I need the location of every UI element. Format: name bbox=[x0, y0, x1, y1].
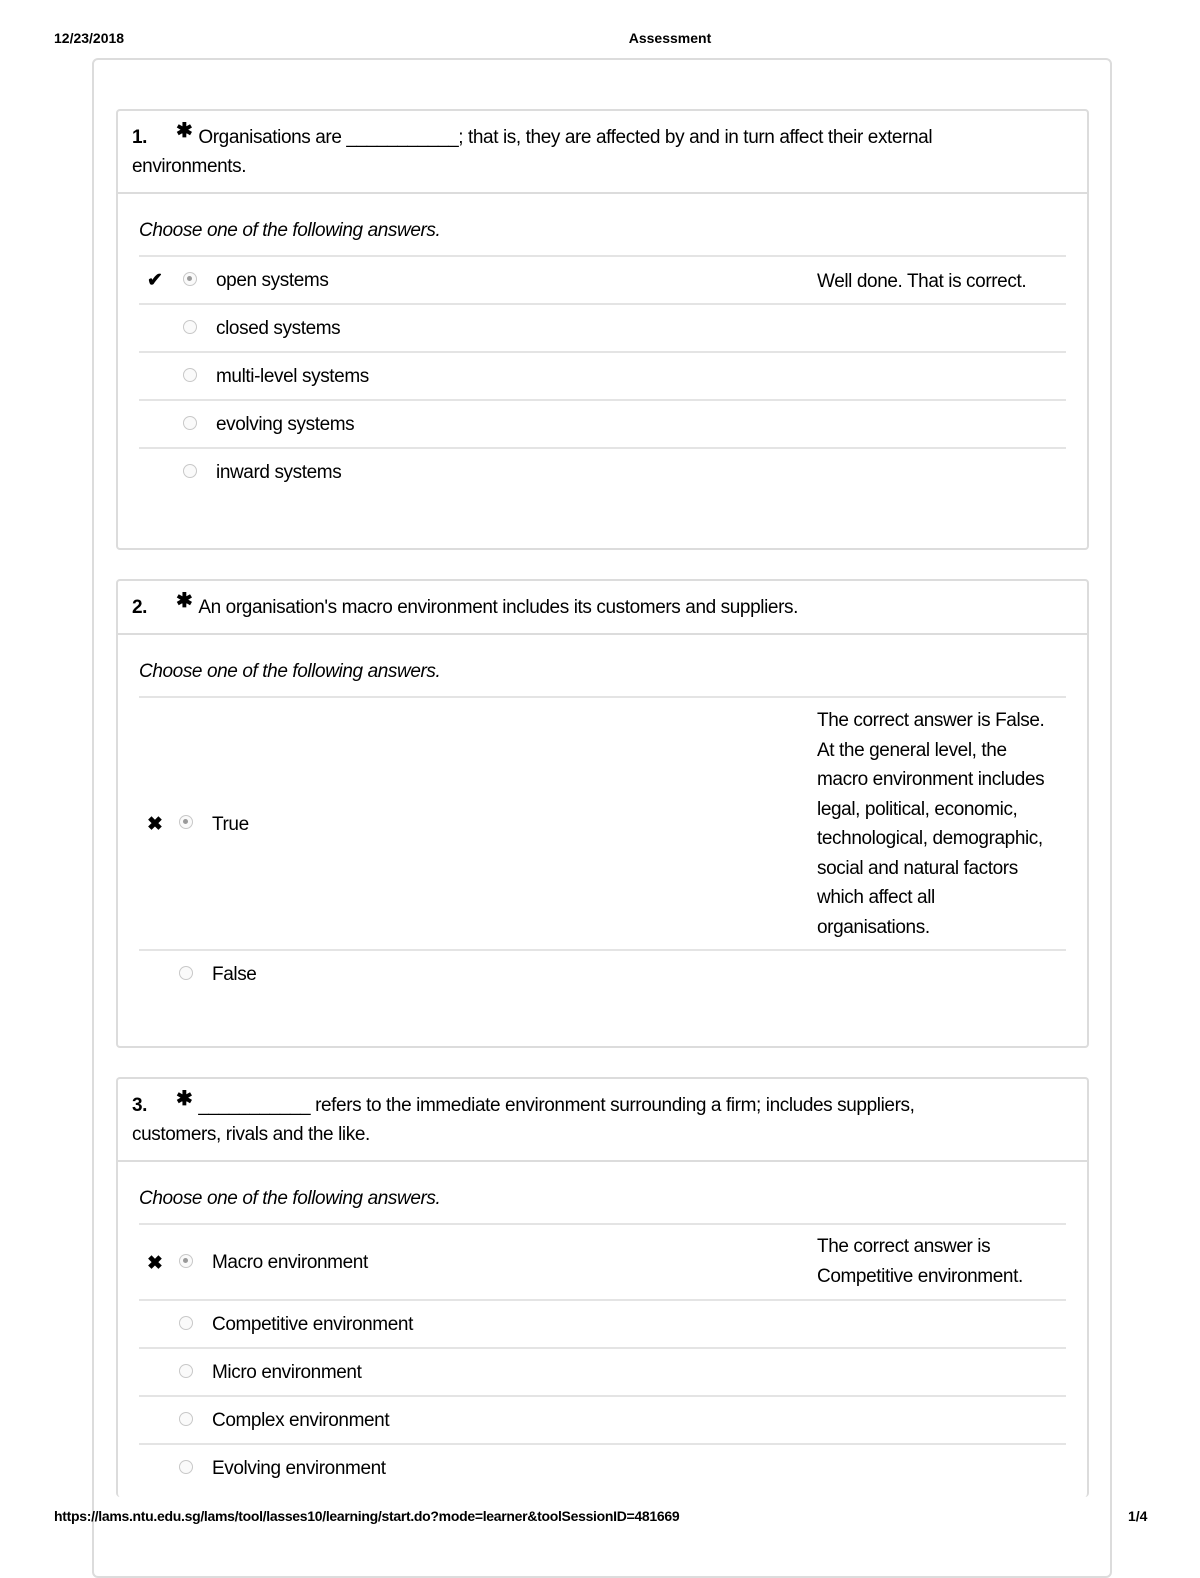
answer-radio[interactable] bbox=[179, 1412, 193, 1426]
answer-option[interactable] bbox=[139, 1397, 1066, 1445]
answer-instruction: Choose one of the following answers. bbox=[139, 194, 1066, 257]
answer-radio[interactable] bbox=[179, 1364, 193, 1378]
cross-icon: ✖ bbox=[147, 814, 163, 835]
answer-radio[interactable] bbox=[183, 464, 197, 478]
print-date: 12/23/2018 bbox=[54, 30, 125, 46]
question-header bbox=[118, 581, 1087, 635]
answer-instruction: Choose one of the following answers. bbox=[139, 635, 1066, 698]
required-asterisk-icon: ✱ bbox=[176, 1088, 193, 1110]
answer-radio[interactable] bbox=[183, 416, 197, 430]
answer-label: inward systems bbox=[216, 462, 342, 483]
answer-radio[interactable] bbox=[183, 368, 197, 382]
answer-feedback: The correct answer is Competitive environment. bbox=[817, 1236, 1023, 1287]
answer-label: closed systems bbox=[216, 318, 341, 339]
answer-label: Evolving environment bbox=[212, 1458, 386, 1479]
question-panel-2 bbox=[116, 579, 1089, 1048]
answer-label: open systems bbox=[216, 270, 329, 291]
required-asterisk-icon: ✱ bbox=[176, 590, 193, 612]
check-icon: ✔ bbox=[147, 270, 163, 291]
question-text: Organisations are ___________; that is, they are affected by and in turn affect their external bbox=[198, 127, 933, 148]
answer-radio[interactable] bbox=[179, 815, 193, 829]
answer-option[interactable] bbox=[139, 1445, 1066, 1493]
answer-label: multi-level systems bbox=[216, 366, 369, 387]
question-header bbox=[118, 1079, 1087, 1162]
answer-label: True bbox=[212, 814, 249, 835]
answer-radio[interactable] bbox=[183, 320, 197, 334]
answer-label: evolving systems bbox=[216, 414, 355, 435]
page-url: https://lams.ntu.edu.sg/lams/tool/lasses10/learning/start.do?mode=learner&toolSessionID=481669 bbox=[54, 1508, 680, 1524]
answer-label: Complex environment bbox=[212, 1410, 390, 1431]
question-text: An organisation's macro environment includes its customers and suppliers. bbox=[198, 597, 798, 618]
answer-label: False bbox=[212, 964, 257, 985]
answer-option[interactable] bbox=[139, 449, 1066, 497]
answer-option[interactable] bbox=[139, 1225, 1066, 1301]
answer-instruction: Choose one of the following answers. bbox=[139, 1162, 1066, 1225]
answer-option[interactable] bbox=[139, 257, 1066, 305]
question-header bbox=[118, 111, 1087, 194]
answer-feedback: The correct answer is False. At the general level, the macro environment includes legal, political, economic, technological, demographic, social and natural factors which affect all organisations. bbox=[817, 710, 1045, 938]
answer-label: Competitive environment bbox=[212, 1314, 413, 1335]
answer-label: Macro environment bbox=[212, 1252, 368, 1273]
answer-option[interactable] bbox=[139, 353, 1066, 401]
page-title: Assessment bbox=[628, 30, 712, 46]
answer-option[interactable] bbox=[139, 951, 1066, 999]
question-panel-3 bbox=[116, 1077, 1089, 1497]
cross-icon: ✖ bbox=[147, 1253, 163, 1274]
question-number: 2. bbox=[132, 597, 148, 618]
answer-radio[interactable] bbox=[183, 272, 197, 286]
answer-radio[interactable] bbox=[179, 1460, 193, 1474]
answer-radio[interactable] bbox=[179, 1316, 193, 1330]
answer-label: Micro environment bbox=[212, 1362, 362, 1383]
question-text-continued: environments. bbox=[132, 156, 247, 177]
answer-option[interactable] bbox=[139, 1349, 1066, 1397]
answer-option[interactable] bbox=[139, 305, 1066, 353]
answer-feedback: Well done. That is correct. bbox=[817, 271, 1027, 292]
answer-option[interactable] bbox=[139, 1301, 1066, 1349]
question-panel-1 bbox=[116, 109, 1089, 550]
answer-option[interactable] bbox=[139, 698, 1066, 951]
required-asterisk-icon: ✱ bbox=[176, 120, 193, 142]
question-number: 3. bbox=[132, 1095, 148, 1116]
question-text-continued: customers, rivals and the like. bbox=[132, 1124, 370, 1145]
answer-option[interactable] bbox=[139, 401, 1066, 449]
answer-radio[interactable] bbox=[179, 966, 193, 980]
question-number: 1. bbox=[132, 127, 148, 148]
page-number: 1/4 bbox=[1128, 1508, 1148, 1524]
question-text: ___________ refers to the immediate environment surrounding a firm; includes suppliers, bbox=[198, 1095, 915, 1116]
answer-radio[interactable] bbox=[179, 1254, 193, 1268]
